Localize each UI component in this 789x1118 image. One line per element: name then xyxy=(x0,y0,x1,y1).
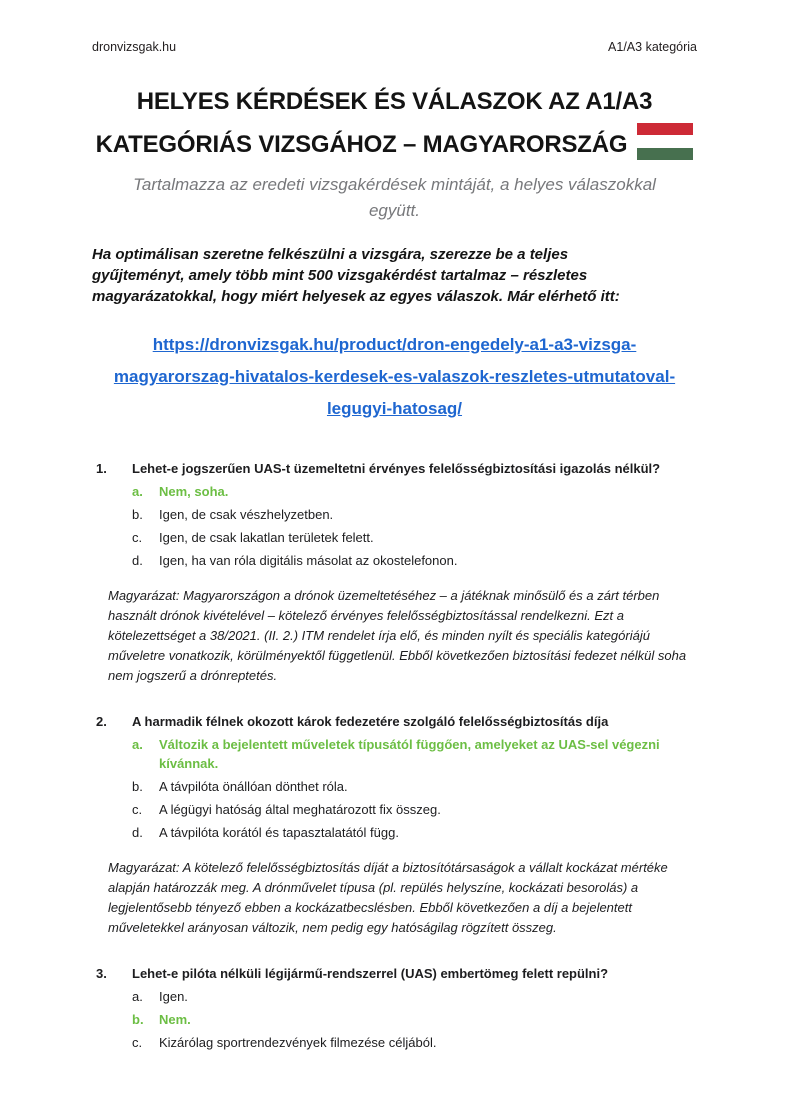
option-text: Igen. xyxy=(159,989,188,1004)
option-letter: c. xyxy=(132,530,143,545)
option-text: Igen, ha van róla digitális másolat az okostelefonon. xyxy=(159,553,458,568)
option-letter: a. xyxy=(132,484,143,499)
explanation-text: Magyarázat: A kötelező felelősségbiztosítás díját a biztosítótársaságok a vállalt kockázat mértéke alapján határozzák meg. A drónművelet típusa (pl. repülés helyszíne, kockázati besorolás) a legjelentősebb tényező ebben a kockázatbecslésben. Ebből következően a díj a bejelentett műveletekkel arányosan változik, nem pedig egy hatóságilag rögzített összeg. xyxy=(108,860,668,935)
answer-option xyxy=(132,800,697,819)
option-text: Igen, de csak vészhelyzetben. xyxy=(159,507,334,522)
product-link-wrap xyxy=(95,329,695,425)
option-text: A távpilóta korától és tapasztalatától függ. xyxy=(159,825,399,840)
answer-option xyxy=(132,823,697,842)
option-text: Nem, soha. xyxy=(159,484,229,499)
explanation-text: Magyarázat: Magyarországon a drónok üzemeltetéséhez – a játéknak minősülő és a zárt térben használt drónok kivételével – kötelező érvényes felelősségbiztosítással rendelkezni. Ezt a kötelezettséget a 38/2021. (II. 2.) ITM rendelet írja elő, és minden nyílt és speciális kategóriájú műveletre vonatkozik, körülményektől függetlenül. Ebből következően biztosítási fedezet nélkül soha nem jogszerű a drónreptetés. xyxy=(108,588,687,683)
question-heading xyxy=(96,712,697,731)
option-letter: a. xyxy=(132,737,143,752)
question-text: Lehet-e pilóta nélküli légijármű-rendszerrel (UAS) embertömeg felett repülni? xyxy=(132,966,609,981)
option-text: Igen, de csak lakatlan területek felett. xyxy=(159,530,374,545)
option-text: A távpilóta önállóan dönthet róla. xyxy=(159,779,348,794)
answer-option xyxy=(132,1033,697,1052)
option-letter: c. xyxy=(132,802,143,817)
option-text: A légügyi hatóság által meghatározott fix összeg. xyxy=(159,802,441,817)
answer-option xyxy=(132,777,697,796)
answer-option xyxy=(132,987,697,1006)
title-line-2-wrap xyxy=(92,123,697,166)
option-letter: b. xyxy=(132,1012,144,1027)
question-number: 2. xyxy=(96,714,107,729)
answer-option xyxy=(132,482,697,501)
question-heading xyxy=(96,459,697,478)
option-letter: d. xyxy=(132,825,143,840)
subtitle: Tartalmazza az eredeti vizsgakérdések mintáját, a helyes válaszokkal együtt. xyxy=(133,175,656,220)
question-number: 3. xyxy=(96,966,107,981)
intro-paragraph: Ha optimálisan szeretne felkészülni a vizsgára, szerezze be a teljes gyűjteményt, amely több mint 500 vizsgakérdést tartalmaz – részletes magyarázatokkal, hogy miért helyesek az egyes válaszok. Már elérhető itt: xyxy=(92,246,620,305)
question-block-1 xyxy=(96,459,697,686)
option-text: Nem. xyxy=(159,1012,191,1027)
option-text: Kizárólag sportrendezvények filmezése céljából. xyxy=(159,1035,437,1050)
hungary-flag-icon xyxy=(637,123,693,160)
option-letter: b. xyxy=(132,507,143,522)
question-number: 1. xyxy=(96,461,107,476)
page-title xyxy=(92,81,697,166)
option-letter: d. xyxy=(132,553,143,568)
header-category-label: A1/A3 kategória xyxy=(608,40,697,54)
product-link[interactable]: https://dronvizsgak.hu/product/dron-engedely-a1-a3-vizsga-magyarorszag-hivatalos-kerdesek-es-valaszok-reszletes-utmutatoval-legugyi-hatosag/ xyxy=(113,335,676,418)
questions-section xyxy=(92,459,697,1052)
answer-option xyxy=(132,1010,697,1029)
answer-option xyxy=(132,551,697,570)
question-block-2 xyxy=(96,712,697,938)
header-site-name: dronvizsgak.hu xyxy=(92,40,177,54)
option-letter: b. xyxy=(132,779,143,794)
answer-option xyxy=(132,528,697,547)
answer-option xyxy=(132,735,697,773)
option-letter: c. xyxy=(132,1035,143,1050)
title-line-2: KATEGÓRIÁS VIZSGÁHOZ – MAGYARORSZÁG xyxy=(95,131,628,158)
question-heading xyxy=(96,964,697,983)
question-text: Lehet-e jogszerűen UAS-t üzemeltetni érvényes felelősségbiztosítási igazolás nélkül? xyxy=(132,461,661,476)
option-letter: a. xyxy=(132,989,143,1004)
page-header xyxy=(92,40,697,55)
option-text: Változik a bejelentett műveletek típusától függően, amelyeket az UAS-sel végezni kívánnak. xyxy=(159,737,660,771)
question-text: A harmadik félnek okozott károk fedezetére szolgáló felelősségbiztosítás díja xyxy=(132,714,609,729)
answer-option xyxy=(132,505,697,524)
title-line-1: HELYES KÉRDÉSEK ÉS VÁLASZOK AZ A1/A3 xyxy=(136,88,653,115)
question-block-3 xyxy=(96,964,697,1052)
